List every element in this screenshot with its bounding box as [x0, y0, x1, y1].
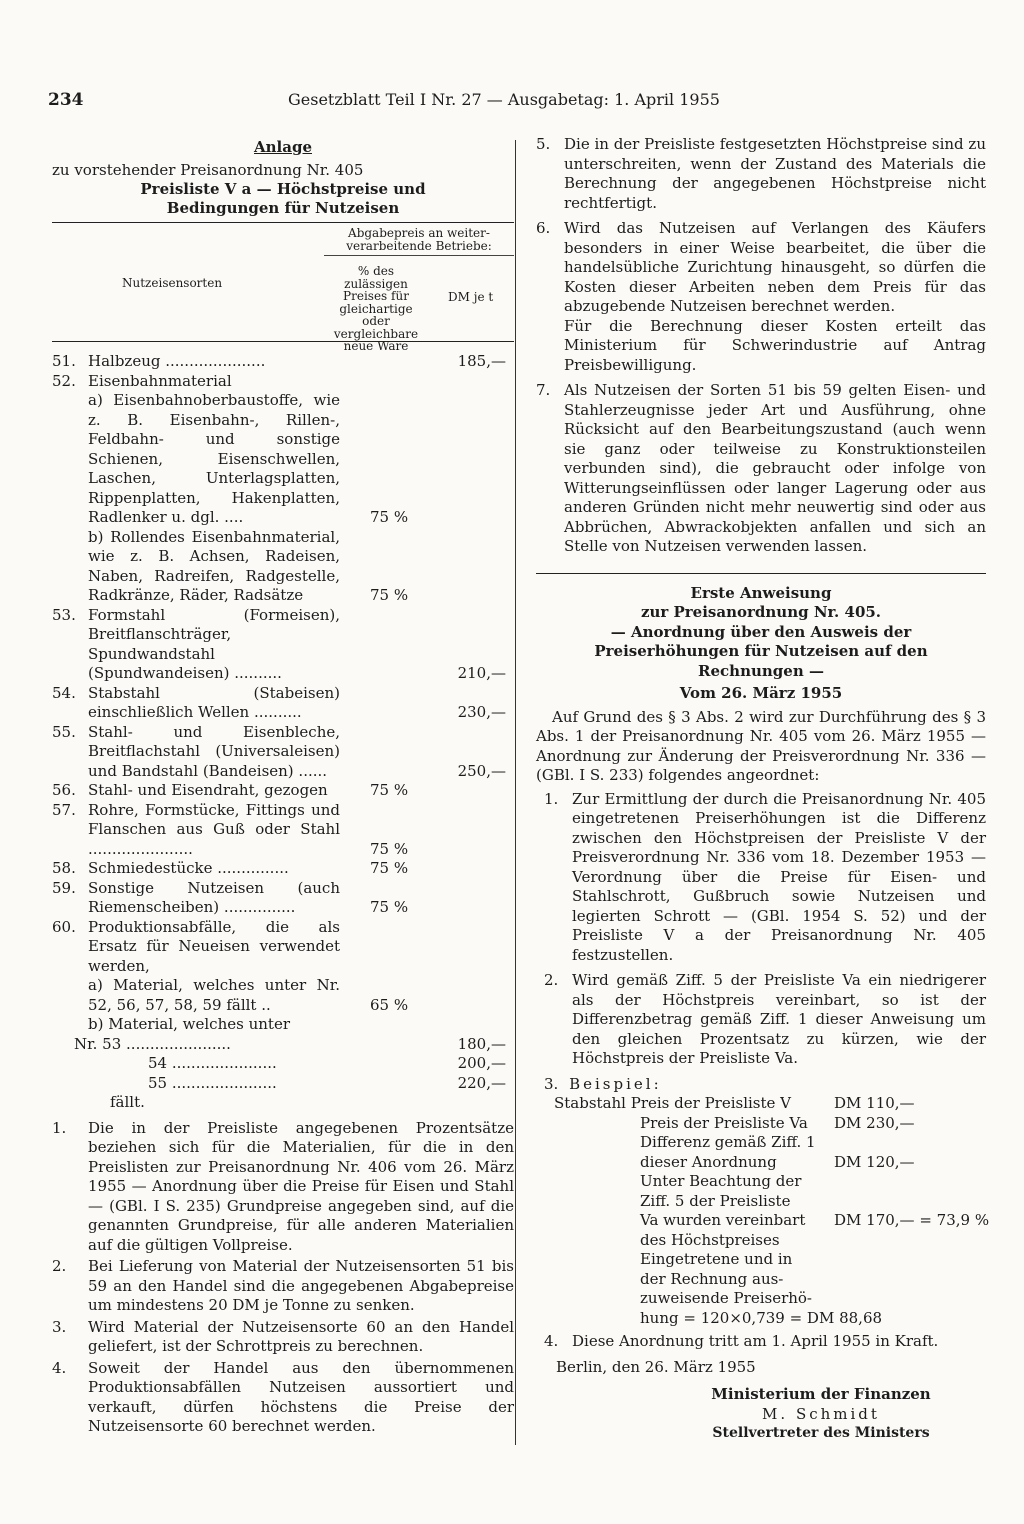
- note-item: 7. Als Nutzeisen der Sorten 51 bis 59 gelten Eisen- und Stahlerzeugnisse jeder Art und Ausführung, ohne Rücksicht auf den Bearbeitungszustand (auch wenn sie ganz oder teilweise zu Konstruktionsteilen verbunden sind), die gebraucht oder infolge von Witterungseinflüssen oder langer Lagerung oder aus anderen Gründen nicht mehr neuwertig sind oder aus Abbrüchen, Abwrackobjekten anfallen und sich an Stelle von Nutzeisen verwenden lassen.: [536, 381, 986, 555]
- beispiel-row: dieser Anordnung DM 120,—: [640, 1152, 915, 1171]
- beispiel-row: hung = 120×0,739 = DM 88,68: [640, 1308, 883, 1327]
- list-item: 1. Zur Ermittlung der durch die Preisanordnung Nr. 405 eingetretenen Preiserhöhungen ist die Differenz zwischen den Höchstpreisen der Preisliste V der Preisverordnung Nr. 336 vom 18. Dezember 1953 — Verordnung über die Preise für Eisen- und Stahlschrott, Gußbruch sowie Nutzeisen und legierten Schrott — (GBl. 1954 S. 52) und der Preisliste V a der Preisanordnung Nr. 405 festzustellen.: [544, 789, 986, 964]
- page-number: 234: [48, 90, 84, 110]
- beispiel-row: des Höchstpreises: [640, 1230, 780, 1249]
- table-row: fällt.: [110, 1093, 145, 1111]
- beispiel-row: Va wurden vereinbart DM 170,— = 73,9 %: [640, 1211, 990, 1229]
- anlage-title: Anlage: [254, 138, 312, 156]
- col-header-dm: DM je t: [448, 290, 494, 304]
- table-row: 55. Stahl- und Eisenbleche, Breitflachstahl (Universaleisen) und Bandstahl (Bandeisen) ...... 250,—: [52, 722, 506, 780]
- table-row: 60. Produktionsabfälle, die als Ersatz für Neueisen verwendet werden,: [52, 917, 340, 975]
- table-row: a) Eisenbahnoberbaustoffe, wie z. B. Eisenbahn-, Rillen-, Feldbahn- und sonstige Schienen, Eisenschwellen, Laschen, Unterlagsplatten, Rippenplatten, Hakenplatten, Radlenker u. dgl. .... 75 %: [88, 391, 409, 526]
- list-item: 4. Diese Anordnung tritt am 1. April 1955 in Kraft.: [544, 1332, 939, 1350]
- note-item: 4. Soweit der Handel aus den übernommenen Produktionsabfällen Nutzeisen aussortiert und verkauft, dürfen höchstens die Preise der Nutzeisensorte 60 berechnet werden.: [52, 1358, 514, 1435]
- beispiel-row: Unter Beachtung der: [640, 1172, 802, 1190]
- preisliste-title: Preisliste V a — Höchstpreise und Bedingungen für Nutzeisen: [140, 180, 426, 217]
- list-item: 2. Wird gemäß Ziff. 5 der Preisliste Va ein niedrigerer als der Höchstpreis vereinbart, so ist der Differenzbetrag gemäß Ziff. 1 dieser Anweisung um den gleichen Prozentsatz zu kürzen, wie der Höchstpreis der Preisliste Va.: [544, 971, 986, 1067]
- anweisung-intro: Auf Grund des § 3 Abs. 2 wird zur Durchführung des § 3 Abs. 1 der Preisanordnung Nr. 405 vom 26. März 1955 — Anordnung zur Änderung der Preisverordnung Nr. 336 — (GBl. I S. 233) folgendes angeordnet:: [536, 707, 986, 784]
- signer-name: M. Schmidt: [762, 1404, 880, 1423]
- table-row: 53. Formstahl (Formeisen), Breitflanschträger, Spundwandstahl (Spundwandeisen) .......... 210,—: [52, 605, 506, 682]
- table-row: 58. Schmiedestücke ............... 75 %: [52, 859, 409, 877]
- beispiel-row: Ziff. 5 der Preisliste: [640, 1191, 791, 1210]
- col-header-sorten: Nutzeisensorten: [122, 276, 223, 290]
- note-item: 2. Bei Lieferung von Material der Nutzeisensorten 51 bis 59 an den Handel sind die angegebenen Abgabepreise um mindestens 20 DM je Tonne zu senken.: [52, 1257, 514, 1314]
- page-header: [48, 90, 978, 114]
- note-item: 1. Die in der Preisliste angegebenen Prozentsätze beziehen sich für die Materialien, für die in den Preislisten zur Preisanordnung Nr. 406 vom 26. März 1955 — Anordnung über die Preise für Eisen und Stahl — (GBl. I S. 235) Grundpreise angegeben sind, auf die genannten Grundpreise, für alle anderen Materialien auf die gültigen Vollpreise.: [52, 1118, 514, 1254]
- section-divider: [536, 573, 986, 574]
- table-row: 51. Halbzeug ..................... 185,—: [52, 352, 506, 370]
- col-header-abgabepreis: Abgabepreis an weiter-verarbeitende Betriebe:: [324, 227, 514, 256]
- table-row: 54. Stabstahl (Stabeisen) einschließlich Wellen .......... 230,—: [52, 683, 506, 721]
- beispiel-row: Preis der Preisliste Va DM 230,—: [640, 1113, 915, 1132]
- beispiel-row: der Rechnung aus-: [640, 1269, 784, 1288]
- table-row: 55 ...................... 220,—: [148, 1073, 506, 1092]
- table-row: b) Rollendes Eisenbahnmaterial, wie z. B. Achsen, Radeisen, Naben, Radreifen, Radgestelle, Radkränze, Räder, Radsätze 75 %: [88, 527, 409, 604]
- beispiel-block: [544, 1074, 990, 1329]
- anweisung-desc: — Anordnung über den Ausweis der Preiserhöhungen für Nutzeisen auf den Rechnungen —: [594, 622, 928, 680]
- ministry-name: Ministerium der Finanzen: [711, 1385, 931, 1403]
- signer-role: Stellvertreter des Ministers: [712, 1425, 930, 1441]
- table-row: 57. Rohre, Formstücke, Fittings und Flanschen aus Guß oder Stahl ...................... 75 %: [52, 800, 409, 858]
- beispiel-row: Stabstahl Preis der Preisliste V DM 110,—: [554, 1094, 915, 1112]
- right-column: [536, 135, 990, 1444]
- table-row: a) Material, welches unter Nr. 52, 56, 57, 58, 59 fällt .. 65 %: [88, 976, 409, 1014]
- table-row: 59. Sonstige Nutzeisen (auch Riemenscheiben) ............... 75 %: [52, 878, 409, 916]
- beispiel-row: Differenz gemäß Ziff. 1: [640, 1133, 816, 1151]
- table-row: Nr. 53 ...................... 180,—: [74, 1034, 506, 1053]
- table-row: 52. Eisenbahnmaterial: [52, 371, 232, 390]
- place-date: Berlin, den 26. März 1955: [556, 1357, 756, 1376]
- page-title: Gesetzblatt Teil I Nr. 27 — Ausgabetag: 1. April 1955: [288, 90, 720, 109]
- anweisung-subtitle: zur Preisanordnung Nr. 405.: [640, 603, 882, 621]
- note-item: 6. Wird das Nutzeisen auf Verlangen des Käufers besonders in einer Weise bearbeitet, die über die handelsübliche Zurichtung hinausgeht, so dürfen die Kosten dieser Arbeiten neben dem Preis für das abzugebende Nutzeisen berechnet werden. Für die Berechnung dieser Kosten erteilt das Ministerium für Schwerindustrie auf Antrag Preisbewilligung.: [536, 219, 986, 374]
- anweisung-title: Erste Anweisung: [690, 583, 832, 602]
- note-item: 3. Wird Material der Nutzeisensorte 60 an den Handel geliefert, ist der Schrottpreis zu berechnen.: [52, 1317, 514, 1355]
- col-header-percent: % des zulässigen Preises für gleichartige oder vergleichbare neue Ware: [333, 264, 419, 353]
- column-divider: [515, 140, 516, 1445]
- table-row: 56. Stahl- und Eisendraht, gezogen 75 %: [52, 781, 409, 799]
- anlage-subtitle: zu vorstehender Preisanordnung Nr. 405: [52, 160, 364, 179]
- note-item: 5. Die in der Preisliste festgesetzten Höchstpreise sind zu unterschreiten, wenn der Zustand des Materials die Berechnung der angegebenen Höchstpreise nicht rechtfertigt.: [536, 135, 986, 212]
- table-row: b) Material, welches unter: [88, 1015, 290, 1033]
- beispiel-row: zuweisende Preiserhö-: [640, 1289, 813, 1307]
- left-column: [52, 138, 514, 1437]
- anweisung-date: Vom 26. März 1955: [679, 684, 843, 702]
- beispiel-row: Eingetretene und in: [640, 1250, 793, 1268]
- beispiel-heading: 3. Beispiel:: [544, 1074, 662, 1093]
- table-header: [52, 222, 514, 353]
- table-row: 54 ...................... 200,—: [148, 1054, 506, 1072]
